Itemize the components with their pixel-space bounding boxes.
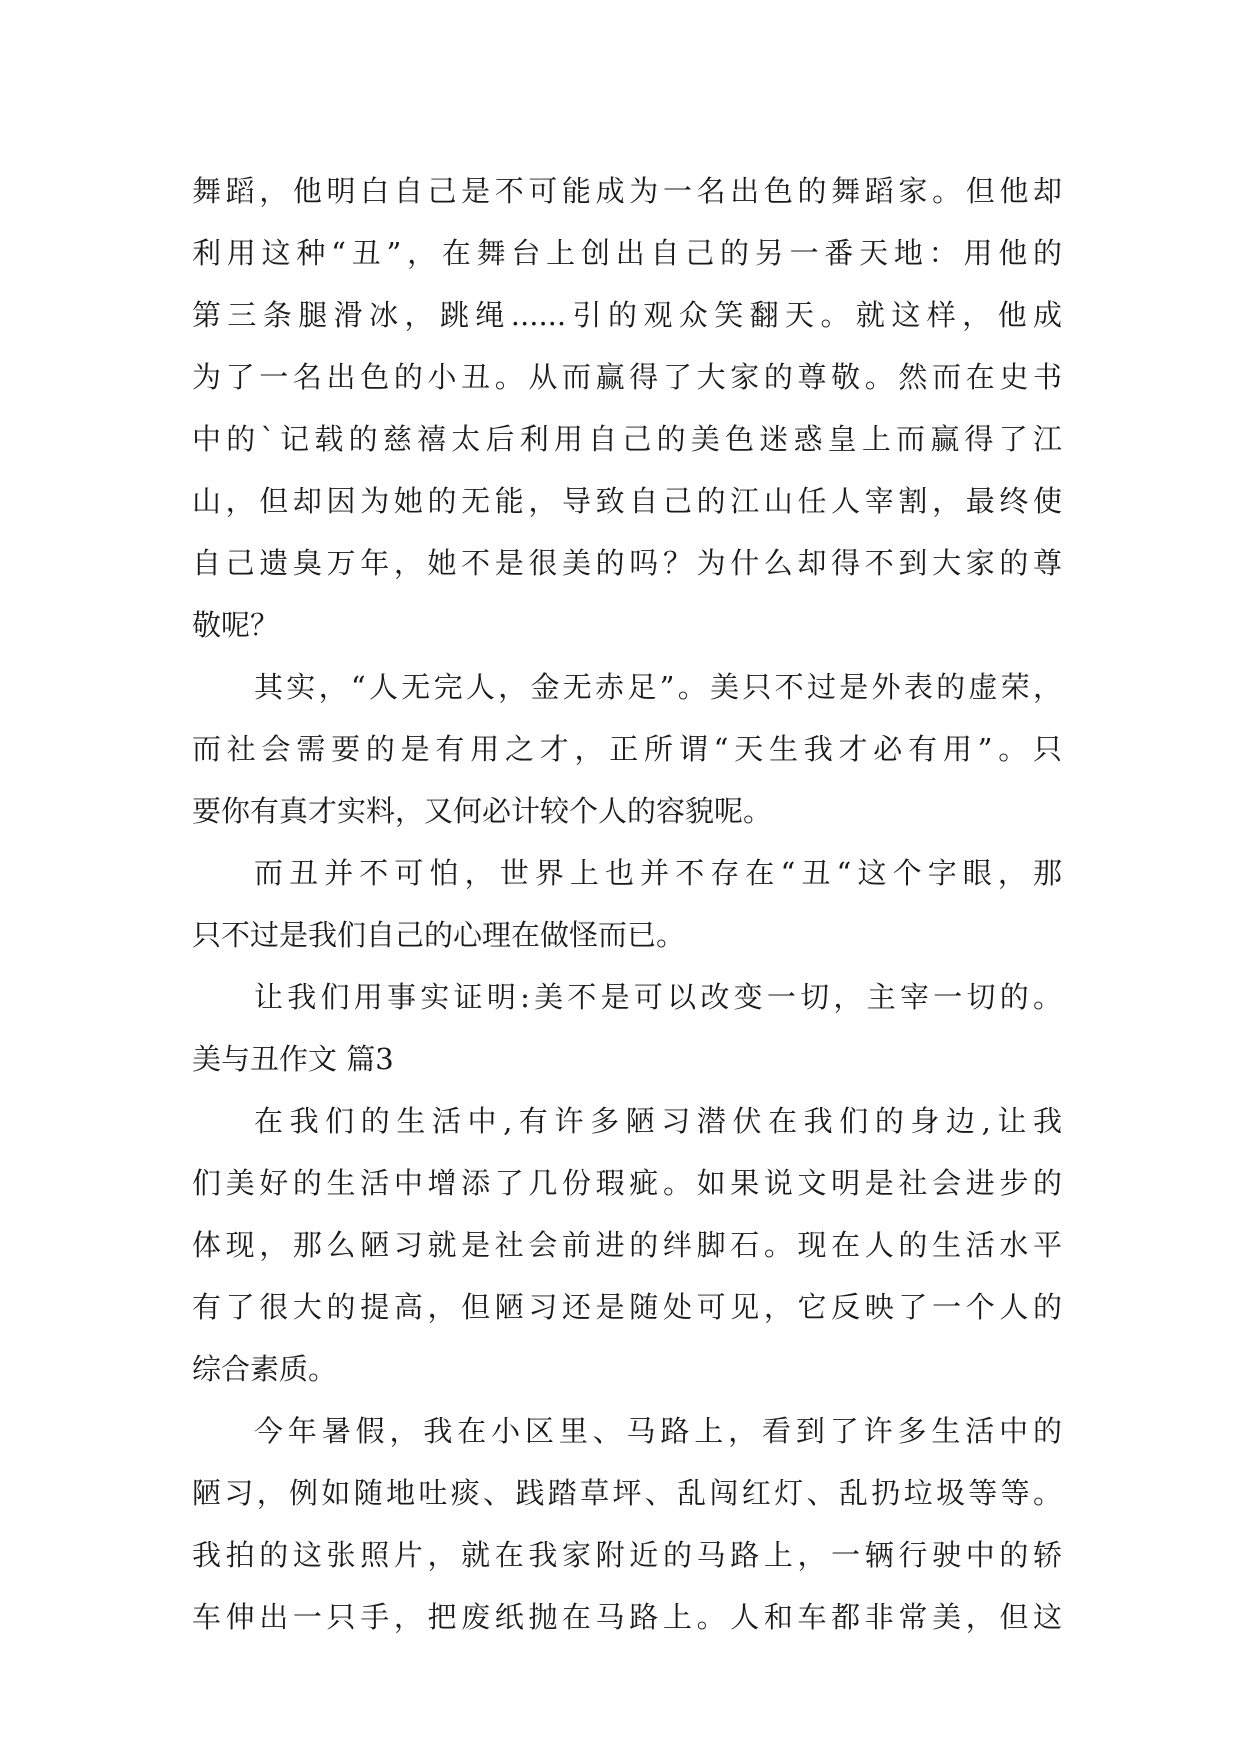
- text-line: 为了一名出色的小丑。从而赢得了大家的尊敬。然而在史书: [192, 360, 1062, 394]
- text-line: 陋习，例如随地吐痰、践踏草坪、乱闯红灯、乱扔垃圾等等。: [192, 1476, 1062, 1510]
- text-line: 而丑并不可怕，世界上也并不存在“丑“这个字眼，那: [254, 856, 1062, 890]
- essay-text: [192, 160, 1062, 1648]
- text-line: 在我们的生活中,有许多陋习潜伏在我们的身边,让我: [254, 1104, 1062, 1138]
- section-heading: 美与丑作文 篇3: [192, 1042, 394, 1076]
- text-line: 自己遗臭万年，她不是很美的吗？为什么却得不到大家的尊: [192, 546, 1062, 580]
- text-line: 体现，那么陋习就是社会前进的绊脚石。现在人的生活水平: [192, 1228, 1062, 1262]
- text-line: 车伸出一只手，把废纸抛在马路上。人和车都非常美，但这: [192, 1600, 1062, 1634]
- text-line: 们美好的生活中增添了几份瑕疵。如果说文明是社会进步的: [192, 1166, 1062, 1200]
- text-line: 中的`记载的慈禧太后利用自己的美色迷惑皇上而赢得了江: [192, 422, 1062, 456]
- text-line: 今年暑假，我在小区里、马路上，看到了许多生活中的: [254, 1414, 1062, 1448]
- text-line: 综合素质。: [192, 1352, 338, 1386]
- text-line: 要你有真才实料，又何必计较个人的容貌呢。: [192, 794, 773, 828]
- text-line: 我拍的这张照片，就在我家附近的马路上，一辆行驶中的轿: [192, 1538, 1062, 1572]
- text-line: 让我们用事实证明:美不是可以改变一切，主宰一切的。: [254, 980, 1062, 1014]
- text-line: 而社会需要的是有用之才，正所谓“天生我才必有用”。只: [192, 732, 1062, 766]
- text-line: 第三条腿滑冰，跳绳......引的观众笑翻天。就这样，他成: [192, 298, 1062, 332]
- text-line: 利用这种“丑”，在舞台上创出自己的另一番天地：用他的: [192, 236, 1062, 270]
- text-line: 其实，“人无完人，金无赤足”。美只不过是外表的虚荣，: [254, 670, 1062, 704]
- text-line: 敬呢？: [192, 608, 280, 642]
- text-line: 有了很大的提高，但陋习还是随处可见，它反映了一个人的: [192, 1290, 1062, 1324]
- text-line: 只不过是我们自己的心理在做怪而已。: [192, 918, 686, 952]
- text-line: 山，但却因为她的无能，导致自己的江山任人宰割，最终使: [192, 484, 1062, 518]
- text-line: 舞蹈，他明白自己是不可能成为一名出色的舞蹈家。但他却: [192, 174, 1062, 208]
